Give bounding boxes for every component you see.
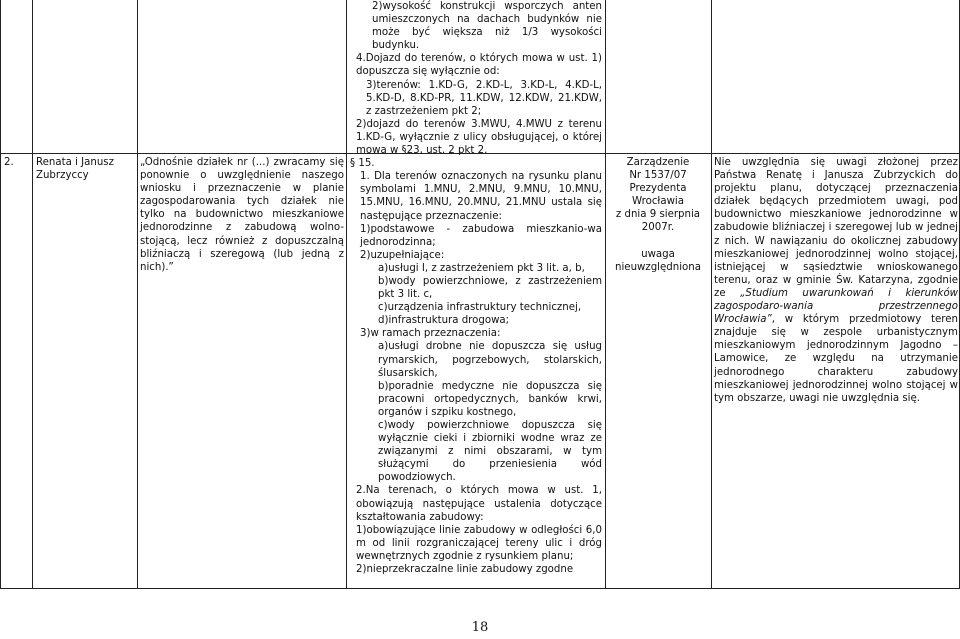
remark-text: „Odnośnie działek nr (...) zwracamy się ponownie o uwzględnienie naszego wniosku i przeznaczenie w planie zagospodarowania tych działek nie tylko na budownictwo mieszkaniowe jednorodzinne z zabudową wolno-stojącą, lecz również z dopuszczalną bliźniaczą i szeregową (lub jedną z nich).”	[140, 157, 344, 273]
provision-paragraph: d)infrastruktura drogowa;	[378, 315, 510, 327]
table-divider	[346, 0, 347, 589]
resolution-part: , w którym przedmiotowy teren znajduje się w zespole urbanistycznym mieszkaniowym jednorodzinnym Jagodno – Lamowice, ze względu na utrzymanie jednorodnego charakteru zabudowy mieszkaniowej jednorodzinnej wolno stojącej w tym obszarze, uwagi nie uwzględnia się.	[714, 314, 958, 404]
provision-paragraph: 2)nieprzekraczalne linie zabudowy zgodne	[356, 564, 574, 576]
table-divider	[137, 0, 138, 589]
table-bottom-border	[0, 588, 960, 589]
provision-paragraph: c)wody powierzchniowe dopuszcza się wyłącznie cieki i zbiorniki wodne wraz ze związanymi z nimi obszarami, w tym służącymi do przeniesienia wód powodziowych.	[378, 420, 602, 484]
decision-line: Zarządzenie	[626, 157, 690, 168]
plan-provisions	[350, 0, 602, 576]
decision-line: Nr 1537/07	[629, 170, 687, 182]
study-title: „Studium uwarunkowań i kierunków zagospodaro-wania przestrzennego Wrocławia”	[714, 287, 959, 326]
table-divider	[711, 0, 712, 589]
provision-paragraph: 4.Dojazd do terenów, o których mowa w ust. 1) dopuszcza się wyłącznie od:	[356, 53, 602, 78]
provision-paragraph: b)poradnie medyczne nie dopuszcza się pracowni ortopedycznych, banków krwi, organów i szpiku kostnego,	[378, 380, 602, 418]
provision-paragraph: 1)podstawowe - zabudowa mieszkanio-wa jednorodzinna;	[360, 223, 602, 248]
decision-line: Prezydenta	[629, 183, 687, 195]
provision-paragraph: c)urządzenia infrastruktury technicznej,	[378, 302, 582, 314]
row-number: 2.	[4, 157, 14, 168]
decision-line: 2007r.	[641, 222, 675, 234]
decision-status: uwaga	[641, 248, 675, 260]
table-divider	[32, 0, 33, 589]
provision-paragraph: a)usługi drobne nie dopuszcza się usług rymarskich, pogrzebowych, stolarskich, ślusarskich,	[378, 341, 602, 379]
table-border-left	[0, 0, 1, 589]
provision-paragraph: a)usługi I, z zastrzeżeniem pkt 3 lit. a, b,	[378, 262, 585, 274]
table-divider	[605, 0, 606, 589]
provision-paragraph: 2.Na terenach, o których mowa w ust. 1, obowiązują następujące ustalenia dotyczące kształtowania zabudowy:	[356, 485, 602, 523]
resolution-part: Nie uwzględnia się uwagi złożonej przez Państwa Renatę i Janusza Zubrzyckich do projektu planu, dotyczącej przeznaczenia działek będących przedmiotem uwagi, pod budownictwo mieszkaniowe jednorodzinne w zabudowie bliźniaczej i szeregowej lub w jednej z nich. W nawiązaniu do okolicznej zabudowy mieszkaniowej jednorodzinnej wolno stojącej, istniejącej w sąsiedztwie wnioskowanego terenu, oraz w gminie Św. Katarzyna, zgodnie ze	[714, 157, 958, 299]
provision-paragraph: 1)obowiązujące linie zabudowy w odległości 6,0 m od linii rozgraniczającej tereny ulic i dróg wewnętrznych zgodnie z rysunkiem planu;	[356, 524, 602, 562]
submitter-name: Renata i Janusz Zubrzyccy	[36, 157, 114, 182]
page-number: 18	[471, 620, 489, 635]
decision-line: z dnia 9 sierpnia	[615, 209, 701, 221]
section-heading: § 15.	[350, 158, 375, 170]
resolution-text	[714, 156, 958, 405]
provision-paragraph: 2)uzupełniające:	[360, 249, 445, 261]
provision-paragraph: 1. Dla terenów oznaczonych na rysunku planu symbolami 1.MNU, 2.MNU, 9.MNU, 10.MNU, 15.MNU, 16.MNU, 20.MNU, 21.MNU ustala się następujące przeznaczenie:	[360, 171, 602, 222]
provision-paragraph: 3)w ramach przeznaczenia:	[360, 328, 501, 340]
provision-paragraph: b)wody powierzchniowe, z zastrzeżeniem pkt 3 lit. c,	[378, 275, 602, 301]
decision-line: Wrocławia	[632, 196, 684, 208]
provision-paragraph: 3)terenów: 1.KD-G, 2.KD-L, 3.KD-L, 4.KD-L, 5.KD-D, 8.KD-PR, 11.KDW, 12.KDW, 21.KDW, z zastrzeżeniem pkt 2;	[366, 79, 602, 117]
decision-status: nieuwzględniona	[615, 261, 701, 273]
provision-paragraph: 2)wysokość konstrukcji wsporczych anten umieszczonych na dachach budynków nie może być większa niż 1/3 wysokości budynku.	[372, 1, 602, 52]
provision-paragraph: 2)dojazd do terenów 3.MWU, 4.MWU z terenu 1.KD-G, wyłącznie z ulicy obsługującej, o której mowa w §23, ust. 2 pkt 2.	[356, 118, 602, 157]
decision-cell	[608, 156, 708, 274]
